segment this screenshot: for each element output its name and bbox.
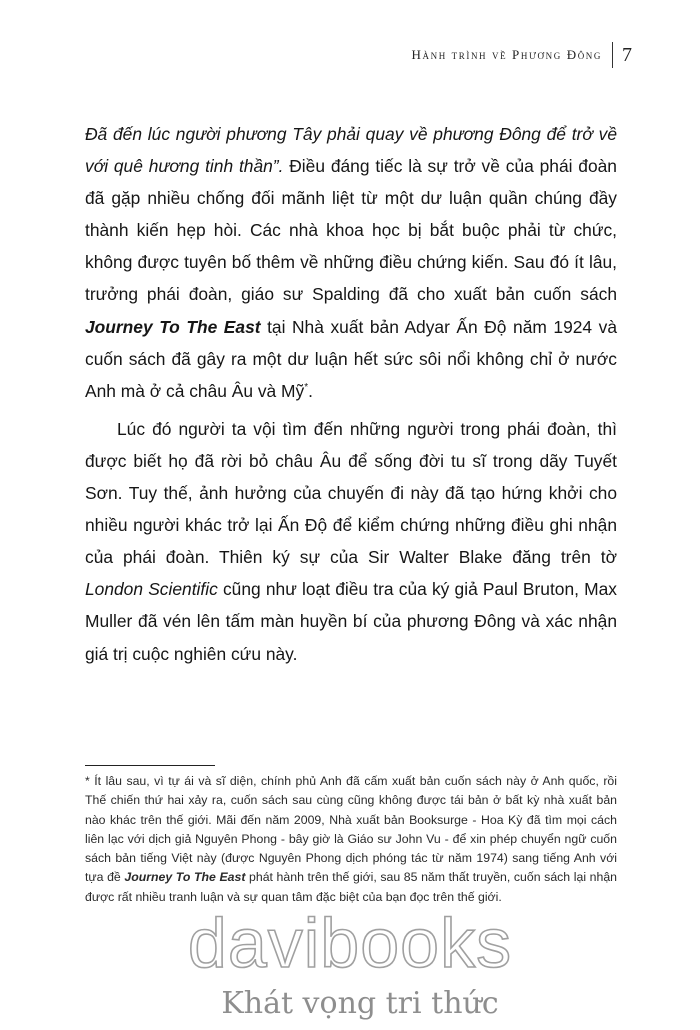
footnote	[85, 772, 617, 907]
footnote-book-title: Journey To The East	[124, 870, 246, 885]
footnote-divider	[85, 765, 215, 766]
body-text	[85, 118, 617, 670]
running-header	[412, 42, 632, 68]
paragraph-2	[85, 413, 617, 670]
publisher-watermark-logo	[150, 905, 550, 1025]
paragraph-text: tại Nhà xuất bản Adyar Ấn Độ năm 1924 và cuốn sách đã gây ra một dư luận hết sức sôi nổi không chỉ ở nước Anh mà ở cả châu Âu và Mỹ	[85, 316, 617, 401]
italic-quote: Đã đến lúc người phương Tây phải quay về phương Đông để trở về với quê hương tinh thần”.	[85, 124, 617, 177]
footnote-reference[interactable]: *	[304, 381, 309, 393]
footnote-text: Ít lâu sau, vì tự ái và sĩ diện, chính phủ Anh đã cấm xuất bản cuốn sách này ở Anh quốc, rồi Thế chiến thứ hai xảy ra, cuốn sách sau cùng cũng không được tái bản ở bất kỳ nhà xuất bản nào khác trên thế giới. Mãi đến năm 2009, Nhà xuất bản Booksurge - Hoa Kỳ đã tìm mọi cách liên lạc với dịch giả Nguyên Phong - bây giờ là Giáo sư John Vu - để xin phép chuyển ngữ cuốn sách bản tiếng Việt này (được Nguyên Phong dịch phóng tác từ năm 1974) sang tiếng Anh với tựa đề	[85, 774, 617, 885]
paragraph-text: cũng như loạt điều tra của ký giả Paul Bruton, Max Muller đã vén lên tấm màn huyền bí của phương Đông và xác nhận giá trị cuộc nghiên cứu này.	[85, 579, 617, 664]
paragraph-1	[85, 118, 617, 407]
running-title: Hành trình về Phương Đông	[411, 47, 602, 62]
footnote-marker: *	[85, 774, 90, 788]
book-title: Journey To The East	[85, 316, 261, 337]
watermark-brand: davibooks	[187, 905, 513, 982]
footnote-text: phát hành trên thế giới, sau 85 năm thất truyền, cuốn sách lại nhận được rất nhiều tranh luận và sự quan tâm đặc biệt của bạn đọc trên thế giới.	[85, 870, 618, 904]
header-divider	[612, 42, 613, 68]
paragraph-text: .	[308, 380, 313, 401]
page-number: 7	[622, 43, 632, 66]
paragraph-text: Điều đáng tiếc là sự trở về của phái đoàn đã gặp nhiều chống đối mãnh liệt từ một dư luận quần chúng đầy thành kiến hẹp hòi. Các nhà khoa học bị bắt buộc phải từ chức, không được tuyên bố thêm về những điều chứng kiến. Sau đó ít lâu, trưởng phái đoàn, giáo sư Spalding đã cho xuất bản cuốn sách	[85, 156, 617, 305]
publication-title: London Scientific	[85, 579, 218, 600]
paragraph-text: Lúc đó người ta vội tìm đến những người trong phái đoàn, thì được biết họ đã rời bỏ châu Âu để sống đời tu sĩ trong dãy Tuyết Sơn. Tuy thế, ảnh hưởng của chuyến đi này đã tạo hứng khởi cho nhiều người khác trở lại Ấn Độ để kiểm chứng những điều ghi nhận của phái đoàn. Thiên ký sự của Sir Walter Blake đăng trên tờ	[85, 418, 617, 568]
watermark-tagline: Khát vọng tri thức	[221, 986, 499, 1021]
